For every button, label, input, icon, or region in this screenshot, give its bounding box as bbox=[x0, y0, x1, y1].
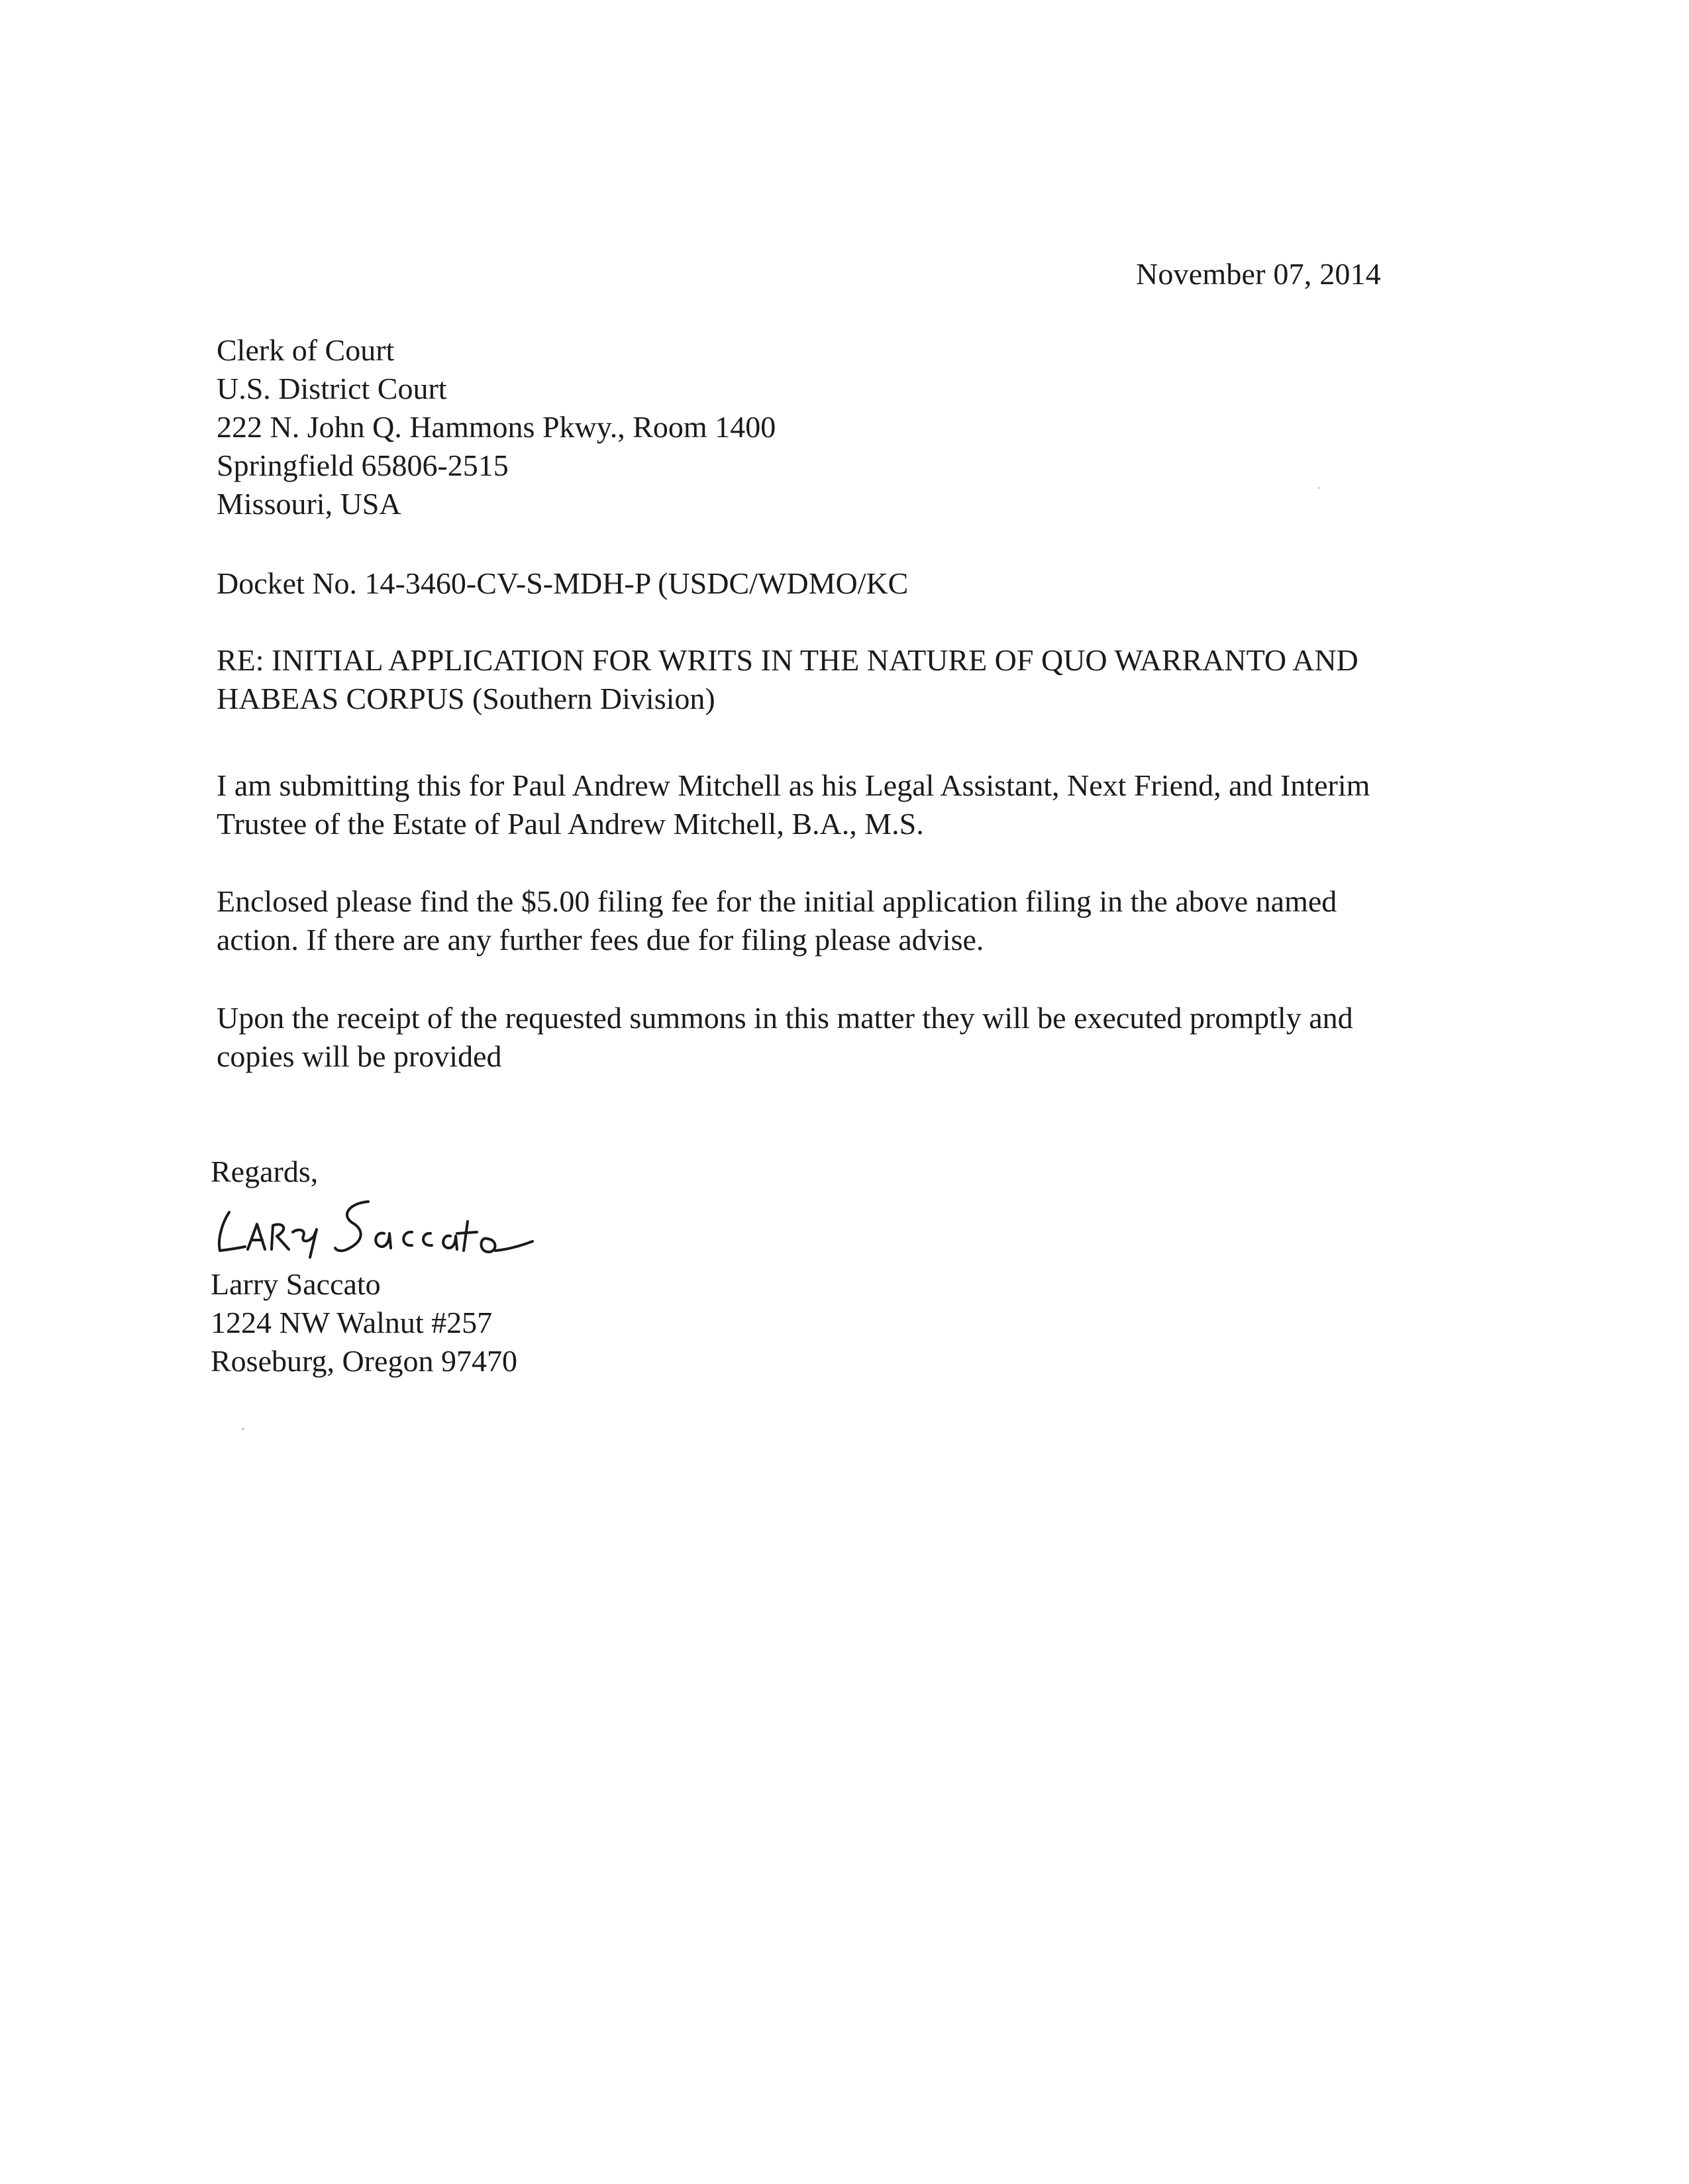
recipient-line: Missouri, USA bbox=[217, 487, 401, 521]
paragraph-line: Enclosed please find the $5.00 filing fee for the initial application filing in the above named bbox=[217, 884, 1337, 918]
paragraph-line: I am submitting this for Paul Andrew Mitchell as his Legal Assistant, Next Friend, and Interim bbox=[217, 768, 1370, 802]
body-paragraph-1 bbox=[217, 766, 1370, 843]
subject-line-text: RE: INITIAL APPLICATION FOR WRITS IN THE NATURE OF QUO WARRANTO AND bbox=[217, 643, 1358, 677]
letter-date: November 07, 2014 bbox=[1135, 257, 1381, 291]
recipient-address bbox=[217, 331, 776, 523]
sender-city: Roseburg, Oregon 97470 bbox=[211, 1344, 517, 1378]
recipient-line: Clerk of Court bbox=[217, 333, 395, 367]
handwritten-signature bbox=[211, 1192, 555, 1265]
paragraph-line: Upon the receipt of the requested summons in this matter they will be executed promptly and bbox=[217, 1001, 1353, 1035]
signature-drawing bbox=[211, 1192, 555, 1265]
paragraph-line: Trustee of the Estate of Paul Andrew Mitchell, B.A., M.S. bbox=[217, 807, 924, 841]
subject-line bbox=[217, 641, 1358, 718]
scan-speck bbox=[242, 1428, 244, 1430]
body-paragraph-2 bbox=[217, 882, 1337, 959]
body-paragraph-3 bbox=[217, 999, 1353, 1076]
closing-text: Regards, bbox=[211, 1155, 319, 1188]
sender-street: 1224 NW Walnut #257 bbox=[211, 1306, 493, 1339]
closing bbox=[211, 1153, 318, 1191]
recipient-line: U.S. District Court bbox=[217, 372, 447, 405]
subject-line-text: HABEAS CORPUS (Southern Division) bbox=[217, 682, 715, 715]
docket-line: Docket No. 14-3460-CV-S-MDH-P (USDC/WDMO/KC bbox=[217, 566, 909, 600]
paragraph-line: action. If there are any further fees due for filing please advise. bbox=[217, 923, 984, 957]
scan-speck bbox=[1318, 487, 1320, 489]
recipient-line: Springfield 65806-2515 bbox=[217, 448, 509, 482]
sender-address bbox=[211, 1265, 517, 1380]
docket-number bbox=[217, 564, 908, 603]
sender-name: Larry Saccato bbox=[211, 1267, 381, 1301]
paragraph-line: copies will be provided bbox=[217, 1039, 502, 1073]
recipient-line: 222 N. John Q. Hammons Pkwy., Room 1400 bbox=[217, 410, 776, 444]
